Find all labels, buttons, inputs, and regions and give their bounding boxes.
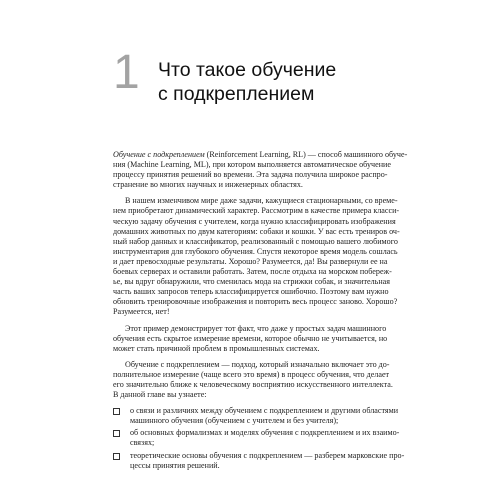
- paragraph-line: обновить тренировочные изображения и повторить весь процесс заново. Хорошо?: [113, 297, 398, 307]
- paragraph-line: нем приобретают динамический характер. Рассмотрим в качестве примера класси-: [113, 206, 400, 216]
- paragraph-intro: [113, 150, 408, 190]
- chapter-title-line: Что такое обучение: [158, 59, 337, 81]
- paragraph-line: странение во многих научных и инженерных областях.: [113, 180, 303, 190]
- paragraph-line: ный набор данных и классификатор, реализованный с помощью вашего любимого: [113, 236, 398, 246]
- list-item-line: об основных формализмах и моделях обучения с подкреплением и их взаимо-: [130, 428, 400, 438]
- chapter-body: [113, 150, 408, 473]
- paragraph-line: Этот пример демонстрирует тот факт, что даже у простых задач машинного: [125, 323, 387, 333]
- chapter-title-line: с подкреплением: [158, 83, 315, 105]
- paragraph-line: В данной главе вы узнаете:: [113, 390, 207, 400]
- chapter-title: [158, 58, 336, 106]
- list-item-line: цессы принятия решений.: [130, 460, 220, 470]
- paragraph-line: процессу принятия решений во времени. Эта задача получила широкое распро-: [113, 170, 388, 180]
- list-item-line: машинного обучения (обучением с учителем и без учителя);: [130, 416, 339, 426]
- paragraph-line: и дает превосходные результаты. Хорошо? Разумеется, да! Вы развернули ее на: [113, 256, 388, 266]
- paragraph-time-dimension: [113, 324, 403, 354]
- paragraph-line: его значительно ближе к человеческому восприятию искусственного интеллекта.: [113, 379, 393, 389]
- paragraph-line: полнительное измерение (чаще всего это время) в процесс обучения, что делает: [113, 369, 390, 379]
- list-item: [113, 428, 403, 448]
- paragraph-line: ния (Machine Learning, ML), при котором выполняется автоматическое обучение: [113, 160, 391, 170]
- paragraph-line-rest: (Reinforcement Learning, RL) — способ машинного обуче-: [204, 150, 408, 159]
- paragraph-example: [113, 196, 403, 317]
- checkbox-square-icon: [113, 408, 120, 415]
- paragraph-line: Разумеется, нет!: [113, 307, 170, 317]
- paragraph-line: ческую задачу обучения с учителем, когда нужно классифицировать изображения: [113, 216, 396, 226]
- term-italic: Обучение с подкреплением: [113, 150, 205, 159]
- paragraph-rl-approach: [113, 360, 403, 400]
- paragraph-line: инструментария для глубокого обучения. Спустя некоторое время модель сошлась: [113, 246, 398, 256]
- paragraph-line: часть ваших запросов теперь классифицируется ошибочно. Поэтому вам нужно: [113, 287, 389, 297]
- list-item-line: связях;: [130, 438, 155, 448]
- list-item-line: теоретические основы обучения с подкреплением — разберем марковские про-: [130, 450, 405, 460]
- paragraph-line: Обучение с подкреплением — подход, который изначально включает это до-: [125, 359, 390, 369]
- paragraph-line: боевых серверах и оставили работать. Затем, после отдыха на морском побереж-: [113, 267, 392, 277]
- paragraph-line: [113, 150, 408, 160]
- paragraph-line: В нашем изменчивом мире даже задачи, кажущиеся стационарными, со време-: [125, 196, 398, 206]
- paragraph-line: может стать причиной проблем в промышленных системах.: [113, 343, 320, 353]
- checkbox-square-icon: [113, 430, 120, 437]
- chapter-number: 1: [113, 46, 140, 99]
- paragraph-line: обучения есть скрытое измерение времени, которое обычно не учитывается, но: [113, 333, 388, 343]
- list-item: [113, 451, 403, 471]
- list-item-line: о связи и различиях между обучением с подкреплением и другими областями: [130, 406, 399, 416]
- paragraph-line: домашних животных по двум категориям: собаки и кошки. У вас есть трениров оч-: [113, 226, 400, 236]
- topics-list: [113, 406, 403, 471]
- checkbox-square-icon: [113, 453, 120, 460]
- list-item: [113, 406, 403, 426]
- paragraph-line: ье, вы вдруг обнаружили, что сменилась мода на стрижки собак, и значительная: [113, 277, 390, 287]
